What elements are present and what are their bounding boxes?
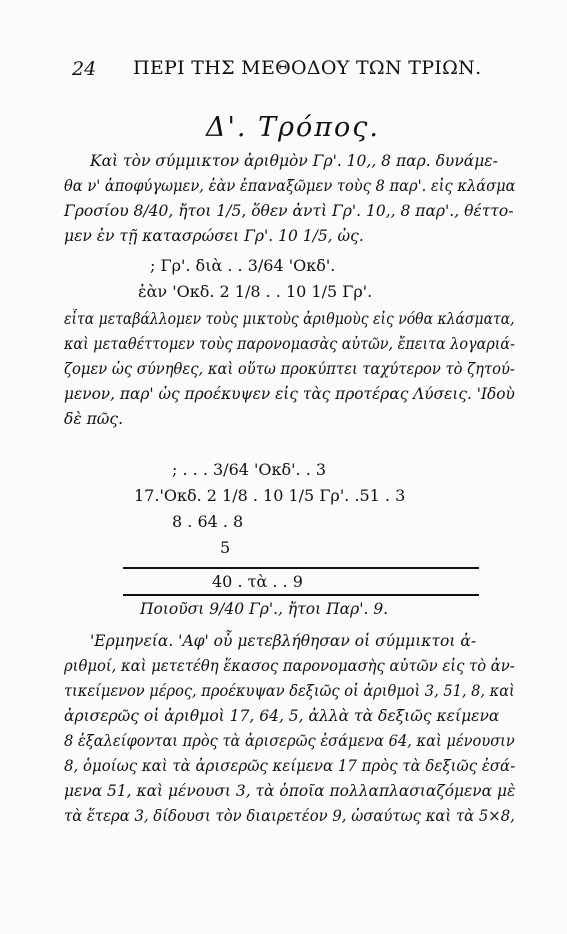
- page-number: 24: [72, 58, 97, 80]
- explanation-line-4: ἀρισερῶς οἱ ἀριθμοὶ 17, 64, 5, ἀλλὰ τὰ δεξιῶς κείμενα: [64, 707, 500, 725]
- explanation-line-6: 8, ὁμοίως καὶ τὰ ἀρισερῶς κείμενα 17 πρὸς τὰ δεξιῶς ἐσά-: [64, 757, 516, 775]
- explanation-line-5: 8 ἐξαλείφονται πρὸς τὰ ἀρισερῶς ἐσάμενα 64, καὶ μένουσιν: [64, 732, 515, 750]
- running-title: ΠΕΡΙ ΤΗΣ ΜΕΘΟΔΟΥ ΤΩΝ ΤΡΙΩΝ.: [133, 57, 482, 79]
- explanation-line-7: μενα 51, καὶ μένουσι 3, τὰ ὁποῖα πολλαπλασιαζόμενα μὲ: [64, 782, 516, 800]
- explanation-line-3: τικείμενον μέρος, προέκυψαν δεξιῶς οἱ ἀριθμοὶ 3, 51, 8, καὶ: [64, 682, 515, 700]
- calc-rule-top: [123, 567, 479, 569]
- calc-row-1: ; . . . 3/64 'Οκδ'. . 3: [172, 460, 327, 479]
- explanation-line-8: τὰ ἕτερα 3, δίδουσι τὸν διαιρετέον 9, ὡσαύτως καὶ τὰ 5×8,: [64, 807, 515, 825]
- middle-line-2: καὶ μεταθέττομεν τοὺς παρονομασὰς αὐτῶν, ἔπειτα λογαριά-: [64, 335, 515, 353]
- calc-row-3: 8 . 64 . 8: [172, 512, 244, 531]
- intro-line-4: μεν ἐν τῇ κατασρώσει Γρ'. 10 1/5, ὡς.: [64, 227, 364, 245]
- intro-line-3: Γροσίου 8/40, ἤτοι 1/5, ὅθεν ἀντὶ Γρ'. 10,, 8 παρ'., θέττο-: [64, 202, 514, 220]
- middle-line-5: δὲ πῶς.: [64, 410, 124, 428]
- calc-result: 40 . τὰ . . 9: [212, 572, 303, 591]
- setup-row-1: ; Γρ'. διὰ . . 3/64 'Οκδ'.: [150, 256, 336, 275]
- explanation-line-1: 'Ερμηνεία. 'Αφ' οὗ μετεβλήθησαν οἱ σύμμικτοι ἀ-: [90, 632, 477, 650]
- calc-row-4: 5: [220, 538, 231, 557]
- middle-line-3: ζομεν ὡς σύνηθες, καὶ οὕτω προκύπτει ταχύτερον τὸ ζητού-: [64, 360, 515, 378]
- middle-line-4: μενον, παρ' ὡς προέκυψεν εἰς τὰς προτέρας Λύσεις. 'Ιδοὺ: [64, 385, 515, 403]
- calc-row-2: 17.'Οκδ. 2 1/8 . 10 1/5 Γρ'. .51 . 3: [134, 486, 406, 505]
- middle-line-1: εἶτα μεταβάλλομεν τοὺς μικτοὺς ἀριθμοὺς εἰς νόθα κλάσματα,: [64, 310, 515, 328]
- intro-line-1: Καὶ τὸν σύμμικτον ἀριθμὸν Γρ'. 10,, 8 παρ. δυνάμε-: [90, 152, 498, 170]
- intro-line-2: θα ν' ἀποφύγωμεν, ἐὰν ἐπαναξῶμεν τοὺς 8 παρ'. εἰς κλάσμα: [64, 177, 516, 195]
- section-title: Δ'. Τρόπος.: [206, 112, 380, 143]
- setup-row-2: ἐὰν 'Οκδ. 2 1/8 . . 10 1/5 Γρ'.: [138, 282, 373, 301]
- calc-rule-bottom: [123, 594, 479, 596]
- calc-conclusion: Ποιοῦσι 9/40 Γρ'., ἤτοι Παρ'. 9.: [140, 600, 389, 618]
- explanation-line-2: ριθμοί, καὶ μετετέθη ἕκασος παρονομασὴς αὐτῶν εἰς τὸ ἀν-: [64, 657, 515, 675]
